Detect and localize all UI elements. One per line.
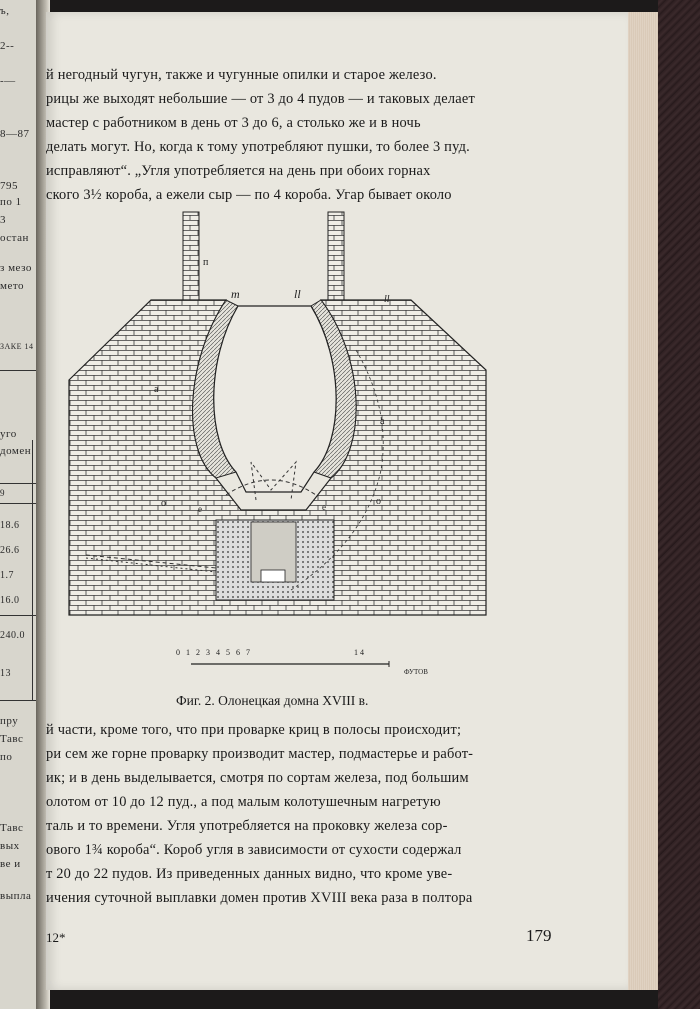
left-fragment: по 1 — [0, 196, 22, 208]
signature-mark: 12* — [46, 930, 66, 945]
left-fragment: ве и — [0, 858, 21, 870]
left-fragment: вых — [0, 840, 20, 852]
left-fragment: 3 — [0, 214, 6, 226]
page-number: 179 — [526, 926, 552, 945]
book-page — [46, 12, 628, 990]
left-fragment: остан — [0, 232, 29, 244]
left-fragment: по — [0, 751, 13, 763]
left-fragment: -— — [0, 75, 16, 87]
left-fragment: 13 — [0, 668, 11, 679]
left-fragment: 795 — [0, 180, 18, 192]
left-fragment: мето — [0, 280, 25, 292]
figure-label: ll — [384, 294, 390, 305]
left-fragment: домен — [0, 445, 32, 457]
scale-bar — [191, 660, 401, 684]
scale-unit: ФУТОВ — [404, 668, 428, 676]
text-line: т 20 до 22 пудов. Из приведенных данных видно, что кроме уве- — [46, 866, 453, 882]
table-rule — [0, 615, 40, 616]
figure-label: т — [231, 287, 240, 301]
figure-label: а — [380, 416, 385, 427]
figure-label: е — [322, 502, 326, 512]
figure-label: о — [376, 496, 381, 507]
text-line: ского 3½ короба, а ежели сыр — по 4 короба. Угар бывает около — [46, 187, 452, 203]
text-line: ичения суточной выплавки домен против XVIII века раза в полтора — [46, 890, 473, 906]
text-line: ового 1¾ короба“. Короб угля в зависимости от сухости содержал — [46, 842, 462, 858]
page-edges — [628, 12, 658, 990]
left-fragment: уго — [0, 428, 17, 440]
table-rule — [32, 440, 33, 700]
scale-end: 14 — [354, 648, 366, 657]
left-fragment: 8—87 — [0, 128, 30, 140]
text-line: ик; и в день выделывается, смотря по сортам железа, под большим — [46, 770, 469, 786]
figure-label: а — [154, 384, 159, 395]
text-line: ри сем же горне проварку производит мастер, подмастерье и работ- — [46, 746, 474, 762]
left-fragment: Тавс — [0, 822, 24, 834]
left-fragment: 18.6 — [0, 520, 20, 531]
figure-label: е — [198, 504, 202, 514]
left-fragment: 26.6 — [0, 545, 20, 556]
left-fragment: 1.7 — [0, 570, 14, 581]
scale-numbers: 0 1 2 3 4 5 6 7 — [176, 648, 252, 657]
text-line: й части, кроме того, что при проварке криц в полосы происходит; — [46, 722, 462, 738]
text-line: исправляют“. „Угля употребляется на день при обоих горнах — [46, 163, 431, 179]
figure-caption: Фиг. 2. Олонецкая домна XVIII в. — [176, 693, 369, 708]
text-line: таль и то времени. Угля употребляется на проковку железа сор- — [46, 818, 448, 834]
table-rule — [0, 503, 40, 504]
text-line: й негодный чугун, также и чугунные опилки и старое железо. — [46, 67, 437, 83]
left-fragment: Тавс — [0, 733, 24, 745]
figure-label: п — [203, 257, 209, 268]
left-page-edge — [0, 0, 40, 1009]
left-fragment: 16.0 — [0, 595, 20, 606]
left-fragment: выпла — [0, 890, 32, 902]
left-fragment: з мезо — [0, 262, 32, 274]
left-fragment: пру — [0, 715, 19, 727]
book-cover — [658, 0, 700, 1009]
left-fragment: 2-- — [0, 40, 15, 52]
left-fragment: 240.0 — [0, 630, 25, 641]
furnace-figure — [66, 210, 491, 618]
table-rule — [0, 700, 40, 701]
left-fragment: ЗАКЕ 14 — [0, 342, 34, 351]
figure-label: ll — [294, 287, 301, 301]
text-line: олотом от 10 до 12 пуд., а под малым колотушечным нагретую — [46, 794, 441, 810]
text-line: рицы же выходят небольшие — от 3 до 4 пудов — и таковых делает — [46, 91, 475, 107]
figure-label: о — [161, 498, 166, 509]
left-fragment: ъ, — [0, 5, 10, 17]
left-fragment: 9 — [0, 488, 5, 498]
table-rule — [0, 483, 40, 484]
text-line: мастер с работником в день от 3 до 6, а столько же и в ночь — [46, 115, 421, 131]
text-line: делать могут. Но, когда к тому употребляют пушки, то более 3 пуд. — [46, 139, 470, 155]
